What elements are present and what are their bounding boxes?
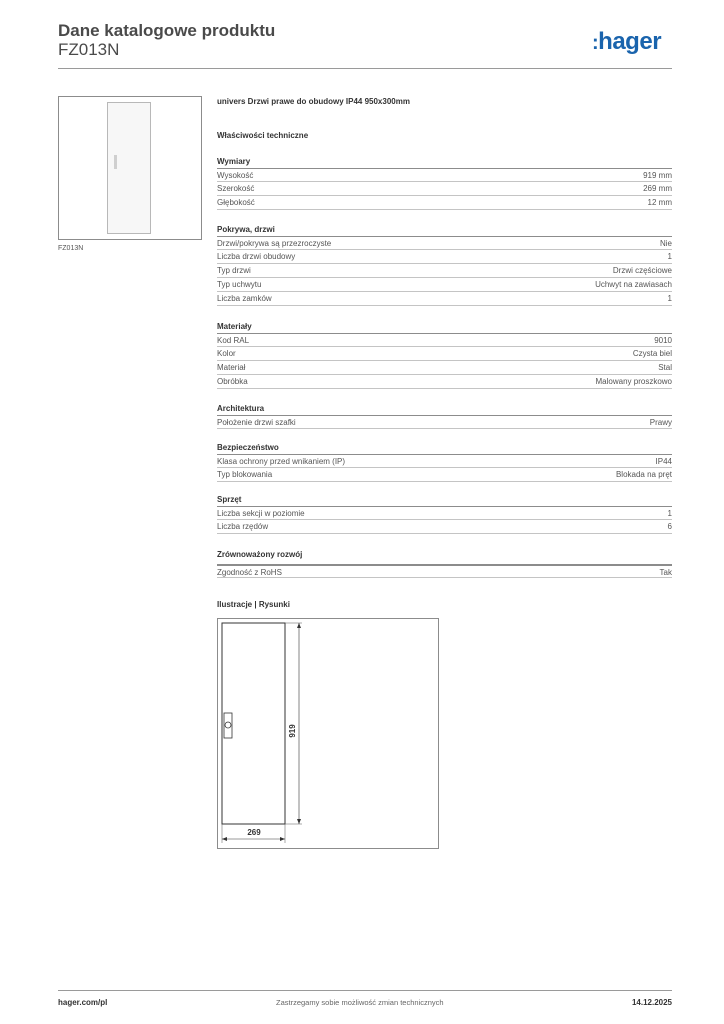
- spec-row: [217, 454, 672, 468]
- hager-logo[interactable]: [592, 28, 661, 56]
- spec-row: [217, 292, 672, 306]
- page-title: Dane katalogowe produktu: [58, 21, 276, 40]
- arrow-down-icon: [297, 819, 301, 824]
- spec-value: Czysta biel: [632, 349, 672, 358]
- spec-value: 6: [667, 522, 672, 531]
- door-drawing: [218, 619, 438, 848]
- spec-value: Blokada na pręt: [615, 470, 672, 479]
- spec-value: 12 mm: [647, 198, 672, 207]
- spec-label: Wysokość: [217, 171, 254, 180]
- spec-row: [217, 264, 672, 278]
- height-label: 919: [288, 724, 297, 738]
- section-title-materials: Materiały: [217, 322, 252, 331]
- spec-row: [217, 520, 672, 534]
- header-divider: [58, 68, 672, 69]
- spec-label: Typ uchwytu: [217, 280, 262, 289]
- door-outline: [222, 623, 285, 824]
- spec-value: 1: [667, 509, 672, 518]
- spec-label: Szerokość: [217, 184, 255, 193]
- spec-row: [217, 564, 672, 578]
- spec-row: [217, 333, 672, 347]
- spec-label: Położenie drzwi szafki: [217, 418, 296, 427]
- spec-value: Stal: [658, 363, 672, 372]
- spec-label: Liczba sekcji w poziomie: [217, 509, 305, 518]
- spec-row: [217, 361, 672, 375]
- footer-divider: [58, 990, 672, 991]
- section-title-dimensions: Wymiary: [217, 157, 251, 166]
- spec-label: Liczba zamków: [217, 294, 272, 303]
- spec-row: [217, 182, 672, 196]
- product-thumbnail: [58, 96, 202, 240]
- spec-value: 9010: [654, 336, 672, 345]
- footer-disclaimer: Zastrzegamy sobie możliwość zmian technicznych: [276, 998, 444, 1007]
- spec-row: [217, 468, 672, 482]
- section-title-safety: Bezpieczeństwo: [217, 443, 279, 452]
- spec-value: 919 mm: [643, 171, 672, 180]
- spec-label: Klasa ochrony przed wnikaniem (IP): [217, 457, 346, 466]
- door-handle-icon: [114, 155, 117, 169]
- spec-label: Drzwi/pokrywa są przezroczyste: [217, 239, 332, 248]
- spec-label: Kod RAL: [217, 336, 250, 345]
- spec-label: Materiał: [217, 363, 246, 372]
- spec-row: [217, 506, 672, 520]
- width-label: 269: [247, 828, 261, 837]
- spec-label: Liczba drzwi obudowy: [217, 252, 296, 261]
- spec-label: Obróbka: [217, 377, 248, 386]
- spec-value: 1: [667, 294, 672, 303]
- spec-value: 269 mm: [643, 184, 672, 193]
- spec-label: Typ drzwi: [217, 266, 251, 275]
- spec-value: IP44: [655, 457, 672, 466]
- spec-value: 1: [667, 252, 672, 261]
- illustrations-title: Ilustracje | Rysunki: [217, 600, 290, 609]
- section-title-hardware: Sprzęt: [217, 495, 242, 504]
- spec-label: Liczba rzędów: [217, 522, 269, 531]
- spec-row: [217, 375, 672, 389]
- spec-label: Typ blokowania: [217, 470, 273, 479]
- spec-value: Prawy: [649, 418, 672, 427]
- section-title-cover-doors: Pokrywa, drzwi: [217, 225, 275, 234]
- spec-row: [217, 168, 672, 182]
- spec-row: [217, 196, 672, 210]
- spec-row: [217, 250, 672, 264]
- logo-text: hager: [598, 28, 662, 55]
- section-title-architecture: Architektura: [217, 404, 265, 413]
- spec-value: Tak: [659, 568, 672, 577]
- spec-row: [217, 236, 672, 250]
- lock-icon: [225, 722, 231, 728]
- product-code: FZ013N: [58, 40, 120, 59]
- arrow-up-icon: [297, 623, 301, 628]
- arrow-right-icon: [280, 837, 285, 841]
- spec-value: Malowany proszkowo: [595, 377, 672, 386]
- spec-label: Głębokość: [217, 198, 255, 207]
- arrow-left-icon: [222, 837, 227, 841]
- spec-label: Zgodność z RoHS: [217, 568, 282, 577]
- section-title-sustainability: Zrównoważony rozwój: [217, 550, 303, 559]
- logo-colon-icon: :: [592, 32, 599, 54]
- thumbnail-caption: FZ013N: [58, 245, 84, 252]
- spec-label: Kolor: [217, 349, 236, 358]
- footer-date: 14.12.2025: [631, 998, 672, 1007]
- footer-website-link[interactable]: hager.com/pl: [58, 998, 108, 1007]
- spec-row: [217, 278, 672, 292]
- spec-value: Nie: [659, 239, 672, 248]
- spec-row: [217, 415, 672, 429]
- technical-properties-heading: Właściwości techniczne: [217, 131, 309, 140]
- spec-row: [217, 347, 672, 361]
- spec-value: Uchwyt na zawiasach: [595, 280, 672, 289]
- product-description: univers Drzwi prawe do obudowy IP44 950x300mm: [217, 97, 410, 106]
- technical-drawing: [217, 618, 439, 849]
- spec-value: Drzwi częściowe: [612, 266, 672, 275]
